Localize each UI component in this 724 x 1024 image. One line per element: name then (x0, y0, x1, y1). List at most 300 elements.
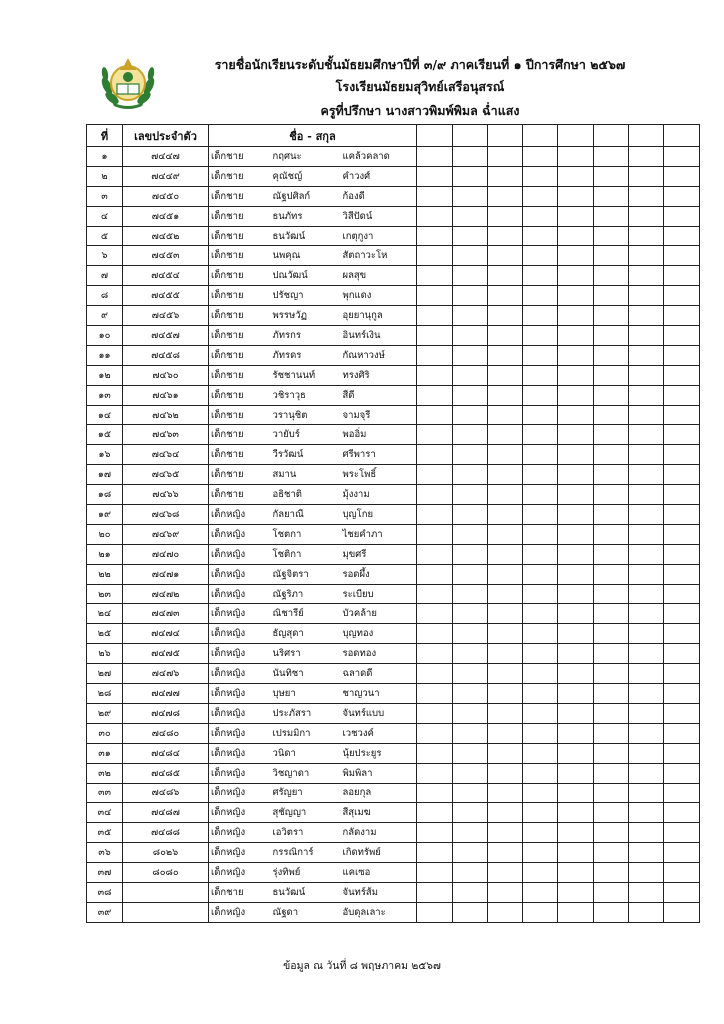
name-prefix: เด็กชาย (209, 385, 267, 405)
row-number: ๑๕ (87, 425, 123, 445)
blank-cell (453, 226, 488, 246)
blank-cell (629, 644, 664, 664)
student-id: ๗๔๗๖ (123, 664, 209, 684)
name-prefix: เด็กชาย (209, 485, 267, 505)
row-number: ๓๓ (87, 783, 123, 803)
blank-cell (453, 763, 488, 783)
blank-cell (558, 544, 594, 564)
student-id: ๗๔๖๘ (123, 505, 209, 525)
blank-cell (664, 345, 700, 365)
blank-cell (417, 405, 453, 425)
header-blank (453, 125, 488, 147)
table-row (87, 723, 700, 743)
table-row (87, 902, 700, 922)
blank-cell (629, 843, 664, 863)
last-name: สัตถาวะโห (339, 246, 417, 266)
last-name: บุญโกย (339, 505, 417, 525)
first-name: ธนวัฒน์ (267, 882, 339, 902)
row-number: ๒๕ (87, 624, 123, 644)
blank-cell (523, 902, 558, 922)
blank-cell (453, 882, 488, 902)
first-name: ปณวัฒน์ (267, 266, 339, 286)
last-name: ฉลาดดี (339, 664, 417, 684)
table-header-row (87, 125, 700, 147)
blank-cell (558, 226, 594, 246)
blank-cell (488, 405, 523, 425)
last-name: รอดผึ้ง (339, 564, 417, 584)
name-prefix: เด็กหญิง (209, 624, 267, 644)
header-name: ชื่อ - สกุล (209, 125, 417, 147)
blank-cell (629, 524, 664, 544)
blank-cell (488, 763, 523, 783)
student-id: ๗๔๖๒ (123, 405, 209, 425)
first-name: ธนวัฒน์ (267, 226, 339, 246)
blank-cell (558, 266, 594, 286)
table-row (87, 465, 700, 485)
table-row (87, 564, 700, 584)
blank-cell (453, 286, 488, 306)
blank-cell (417, 604, 453, 624)
blank-cell (629, 723, 664, 743)
blank-cell (453, 843, 488, 863)
name-prefix: เด็กชาย (209, 186, 267, 206)
blank-cell (664, 524, 700, 544)
blank-cell (629, 564, 664, 584)
blank-cell (488, 783, 523, 803)
blank-cell (417, 326, 453, 346)
last-name: พระโพธิ์ (339, 465, 417, 485)
blank-cell (558, 147, 594, 167)
blank-cell (594, 743, 629, 763)
student-id: ๗๔๗๒ (123, 584, 209, 604)
blank-cell (558, 664, 594, 684)
blank-cell (417, 584, 453, 604)
blank-cell (594, 246, 629, 266)
table-row (87, 206, 700, 226)
row-number: ๒๔ (87, 604, 123, 624)
table-row (87, 743, 700, 763)
blank-cell (558, 624, 594, 644)
blank-cell (417, 544, 453, 564)
blank-cell (629, 584, 664, 604)
table-row (87, 843, 700, 863)
name-prefix: เด็กหญิง (209, 524, 267, 544)
student-id: ๗๔๖๑ (123, 385, 209, 405)
blank-cell (594, 863, 629, 883)
blank-cell (594, 206, 629, 226)
blank-cell (664, 604, 700, 624)
blank-cell (523, 743, 558, 763)
header-blank (664, 125, 700, 147)
blank-cell (417, 624, 453, 644)
blank-cell (488, 604, 523, 624)
row-number: ๙ (87, 306, 123, 326)
blank-cell (629, 882, 664, 902)
last-name: มุขศรี (339, 544, 417, 564)
blank-cell (664, 902, 700, 922)
first-name: กฤศนะ (267, 147, 339, 167)
blank-cell (453, 365, 488, 385)
row-number: ๓๐ (87, 723, 123, 743)
table-row (87, 425, 700, 445)
first-name: สมาน (267, 465, 339, 485)
name-prefix: เด็กหญิง (209, 743, 267, 763)
blank-cell (453, 902, 488, 922)
blank-cell (664, 186, 700, 206)
blank-cell (523, 186, 558, 206)
blank-cell (523, 405, 558, 425)
school-emblem-icon (98, 52, 158, 110)
blank-cell (558, 365, 594, 385)
first-name: ณัฐริภา (267, 584, 339, 604)
name-prefix: เด็กหญิง (209, 863, 267, 883)
data-date-note: ข้อมูล ณ วันที่ ๘ พฤษภาคม ๒๕๖๗ (283, 960, 441, 972)
blank-cell (594, 664, 629, 684)
name-prefix: เด็กชาย (209, 425, 267, 445)
first-name: ณัฐจิตรา (267, 564, 339, 584)
student-roster-table (86, 124, 700, 923)
blank-cell (664, 584, 700, 604)
blank-cell (594, 166, 629, 186)
name-prefix: เด็กชาย (209, 226, 267, 246)
last-name: สีดี (339, 385, 417, 405)
header-blank (558, 125, 594, 147)
student-id: ๗๔๕๓ (123, 246, 209, 266)
blank-cell (453, 684, 488, 704)
blank-cell (523, 584, 558, 604)
blank-cell (558, 345, 594, 365)
blank-cell (594, 306, 629, 326)
blank-cell (523, 345, 558, 365)
student-id: ๗๔๔๗ (123, 147, 209, 167)
blank-cell (488, 306, 523, 326)
blank-cell (523, 524, 558, 544)
row-number: ๑๖ (87, 445, 123, 465)
row-number: ๓๘ (87, 882, 123, 902)
blank-cell (594, 326, 629, 346)
table-row (87, 445, 700, 465)
row-number: ๒๒ (87, 564, 123, 584)
blank-cell (558, 902, 594, 922)
first-name: นพคุณ (267, 246, 339, 266)
row-number: ๒๘ (87, 684, 123, 704)
blank-cell (558, 405, 594, 425)
last-name: ชาญวนา (339, 684, 417, 704)
student-id: ๗๔๖๓ (123, 425, 209, 445)
blank-cell (594, 485, 629, 505)
blank-cell (523, 465, 558, 485)
blank-cell (417, 524, 453, 544)
row-number: ๓๔ (87, 803, 123, 823)
blank-cell (664, 803, 700, 823)
blank-cell (488, 863, 523, 883)
last-name: ก้องดี (339, 186, 417, 206)
last-name: กัณหาวงษ์ (339, 345, 417, 365)
name-prefix: เด็กหญิง (209, 703, 267, 723)
blank-cell (664, 763, 700, 783)
blank-cell (629, 485, 664, 505)
table-row (87, 345, 700, 365)
header-blank (417, 125, 453, 147)
blank-cell (523, 226, 558, 246)
blank-cell (453, 306, 488, 326)
row-number: ๖ (87, 246, 123, 266)
name-prefix: เด็กหญิง (209, 505, 267, 525)
blank-cell (523, 664, 558, 684)
blank-cell (594, 186, 629, 206)
blank-cell (558, 803, 594, 823)
blank-cell (453, 584, 488, 604)
blank-cell (558, 166, 594, 186)
blank-cell (664, 465, 700, 485)
header-no: ที่ (87, 125, 123, 147)
blank-cell (417, 823, 453, 843)
document-title: รายชื่อนักเรียนระดับชั้นมัธยมศึกษาปีที่ ๓/๙ ภาคเรียนที่ ๑ ปีการศึกษา ๒๕๖๗ (214, 57, 626, 72)
blank-cell (629, 425, 664, 445)
blank-cell (594, 544, 629, 564)
blank-cell (664, 266, 700, 286)
table-row (87, 823, 700, 843)
name-prefix: เด็กชาย (209, 882, 267, 902)
student-id: ๗๔๕๐ (123, 186, 209, 206)
table-row (87, 147, 700, 167)
row-number: ๑ (87, 147, 123, 167)
blank-cell (664, 505, 700, 525)
blank-cell (558, 584, 594, 604)
blank-cell (488, 624, 523, 644)
name-prefix: เด็กชาย (209, 306, 267, 326)
blank-cell (488, 485, 523, 505)
name-prefix: เด็กหญิง (209, 843, 267, 863)
blank-cell (523, 723, 558, 743)
blank-cell (664, 684, 700, 704)
last-name: มุ้งงาม (339, 485, 417, 505)
student-id: ๗๔๗๕ (123, 644, 209, 664)
blank-cell (594, 803, 629, 823)
blank-cell (488, 703, 523, 723)
table-row (87, 405, 700, 425)
blank-cell (629, 326, 664, 346)
table-row (87, 882, 700, 902)
blank-cell (558, 385, 594, 405)
table-row (87, 246, 700, 266)
last-name: พิมพิลา (339, 763, 417, 783)
student-id: ๗๔๕๕ (123, 286, 209, 306)
blank-cell (629, 783, 664, 803)
blank-cell (488, 664, 523, 684)
student-id: ๗๔๘๗ (123, 803, 209, 823)
blank-cell (558, 783, 594, 803)
blank-cell (594, 226, 629, 246)
student-id: ๗๔๕๔ (123, 266, 209, 286)
first-name: ณิชารีย์ (267, 604, 339, 624)
blank-cell (417, 166, 453, 186)
blank-cell (523, 365, 558, 385)
student-id: ๗๔๖๕ (123, 465, 209, 485)
name-prefix: เด็กหญิง (209, 684, 267, 704)
name-prefix: เด็กชาย (209, 365, 267, 385)
blank-cell (664, 703, 700, 723)
blank-cell (523, 783, 558, 803)
blank-cell (453, 147, 488, 167)
blank-cell (417, 226, 453, 246)
blank-cell (523, 644, 558, 664)
blank-cell (629, 345, 664, 365)
table-row (87, 186, 700, 206)
blank-cell (664, 624, 700, 644)
name-prefix: เด็กชาย (209, 147, 267, 167)
name-prefix: เด็กชาย (209, 246, 267, 266)
blank-cell (523, 505, 558, 525)
blank-cell (629, 226, 664, 246)
blank-cell (417, 246, 453, 266)
blank-cell (629, 286, 664, 306)
blank-cell (558, 723, 594, 743)
blank-cell (594, 147, 629, 167)
blank-cell (629, 823, 664, 843)
blank-cell (664, 823, 700, 843)
blank-cell (629, 684, 664, 704)
blank-cell (453, 524, 488, 544)
blank-cell (453, 385, 488, 405)
blank-cell (594, 365, 629, 385)
first-name: เอวิตรา (267, 823, 339, 843)
last-name: วิสีปัดน์ (339, 206, 417, 226)
blank-cell (523, 385, 558, 405)
last-name: อุยยานุกูล (339, 306, 417, 326)
blank-cell (453, 723, 488, 743)
student-id: ๗๔๗๑ (123, 564, 209, 584)
first-name: โชตกา (267, 524, 339, 544)
blank-cell (523, 166, 558, 186)
blank-cell (664, 147, 700, 167)
blank-cell (523, 246, 558, 266)
blank-cell (558, 286, 594, 306)
student-id: ๗๔๘๖ (123, 783, 209, 803)
blank-cell (453, 445, 488, 465)
table-row (87, 166, 700, 186)
blank-cell (629, 743, 664, 763)
blank-cell (629, 186, 664, 206)
blank-cell (417, 425, 453, 445)
blank-cell (558, 763, 594, 783)
table-row (87, 684, 700, 704)
last-name: แคเซอ (339, 863, 417, 883)
last-name: คำวงศ์ (339, 166, 417, 186)
first-name: วชิราวุธ (267, 385, 339, 405)
blank-cell (417, 843, 453, 863)
last-name: ระเบียบ (339, 584, 417, 604)
row-number: ๒๖ (87, 644, 123, 664)
blank-cell (453, 644, 488, 664)
blank-cell (629, 505, 664, 525)
blank-cell (629, 405, 664, 425)
table-row (87, 286, 700, 306)
table-row (87, 485, 700, 505)
blank-cell (664, 326, 700, 346)
header-blank (488, 125, 523, 147)
first-name: ภัทรกร (267, 326, 339, 346)
name-prefix: เด็กหญิง (209, 644, 267, 664)
blank-cell (664, 166, 700, 186)
first-name: ปรัชญา (267, 286, 339, 306)
blank-cell (453, 544, 488, 564)
row-number: ๓ (87, 186, 123, 206)
blank-cell (629, 306, 664, 326)
blank-cell (558, 644, 594, 664)
blank-cell (523, 445, 558, 465)
blank-cell (523, 306, 558, 326)
student-id: ๗๔๘๔ (123, 743, 209, 763)
name-prefix: เด็กชาย (209, 445, 267, 465)
blank-cell (594, 723, 629, 743)
blank-cell (594, 823, 629, 843)
student-id: ๗๔๗๗ (123, 684, 209, 704)
row-number: ๓๕ (87, 823, 123, 843)
blank-cell (417, 684, 453, 704)
student-id (123, 902, 209, 922)
blank-cell (417, 385, 453, 405)
last-name: ผลสุข (339, 266, 417, 286)
last-name: บัวคล้าย (339, 604, 417, 624)
row-number: ๒ (87, 166, 123, 186)
blank-cell (453, 206, 488, 226)
blank-cell (523, 823, 558, 843)
student-id: ๗๔๖๐ (123, 365, 209, 385)
blank-cell (664, 843, 700, 863)
last-name: อับดุลเลาะ (339, 902, 417, 922)
blank-cell (558, 186, 594, 206)
blank-cell (453, 326, 488, 346)
last-name: เกตุกูงา (339, 226, 417, 246)
first-name: กัลยาณี (267, 505, 339, 525)
blank-cell (629, 166, 664, 186)
blank-cell (453, 465, 488, 485)
blank-cell (488, 445, 523, 465)
blank-cell (488, 206, 523, 226)
name-prefix: เด็กหญิง (209, 604, 267, 624)
blank-cell (453, 166, 488, 186)
blank-cell (594, 465, 629, 485)
last-name: สีสุเมฆ (339, 803, 417, 823)
blank-cell (488, 286, 523, 306)
student-id: ๘๐๒๖ (123, 843, 209, 863)
blank-cell (664, 783, 700, 803)
first-name: ธัญสุดา (267, 624, 339, 644)
blank-cell (664, 485, 700, 505)
blank-cell (664, 425, 700, 445)
row-number: ๒๑ (87, 544, 123, 564)
blank-cell (594, 266, 629, 286)
blank-cell (417, 505, 453, 525)
blank-cell (488, 166, 523, 186)
blank-cell (453, 624, 488, 644)
blank-cell (453, 505, 488, 525)
blank-cell (417, 266, 453, 286)
row-number: ๓๒ (87, 763, 123, 783)
row-number: ๓๑ (87, 743, 123, 763)
name-prefix: เด็กชาย (209, 405, 267, 425)
student-id: ๗๔๕๑ (123, 206, 209, 226)
table-row (87, 604, 700, 624)
blank-cell (488, 226, 523, 246)
first-name: วนิดา (267, 743, 339, 763)
blank-cell (664, 564, 700, 584)
last-name: ศรีพารา (339, 445, 417, 465)
row-number: ๑๓ (87, 385, 123, 405)
blank-cell (417, 902, 453, 922)
table-row (87, 266, 700, 286)
